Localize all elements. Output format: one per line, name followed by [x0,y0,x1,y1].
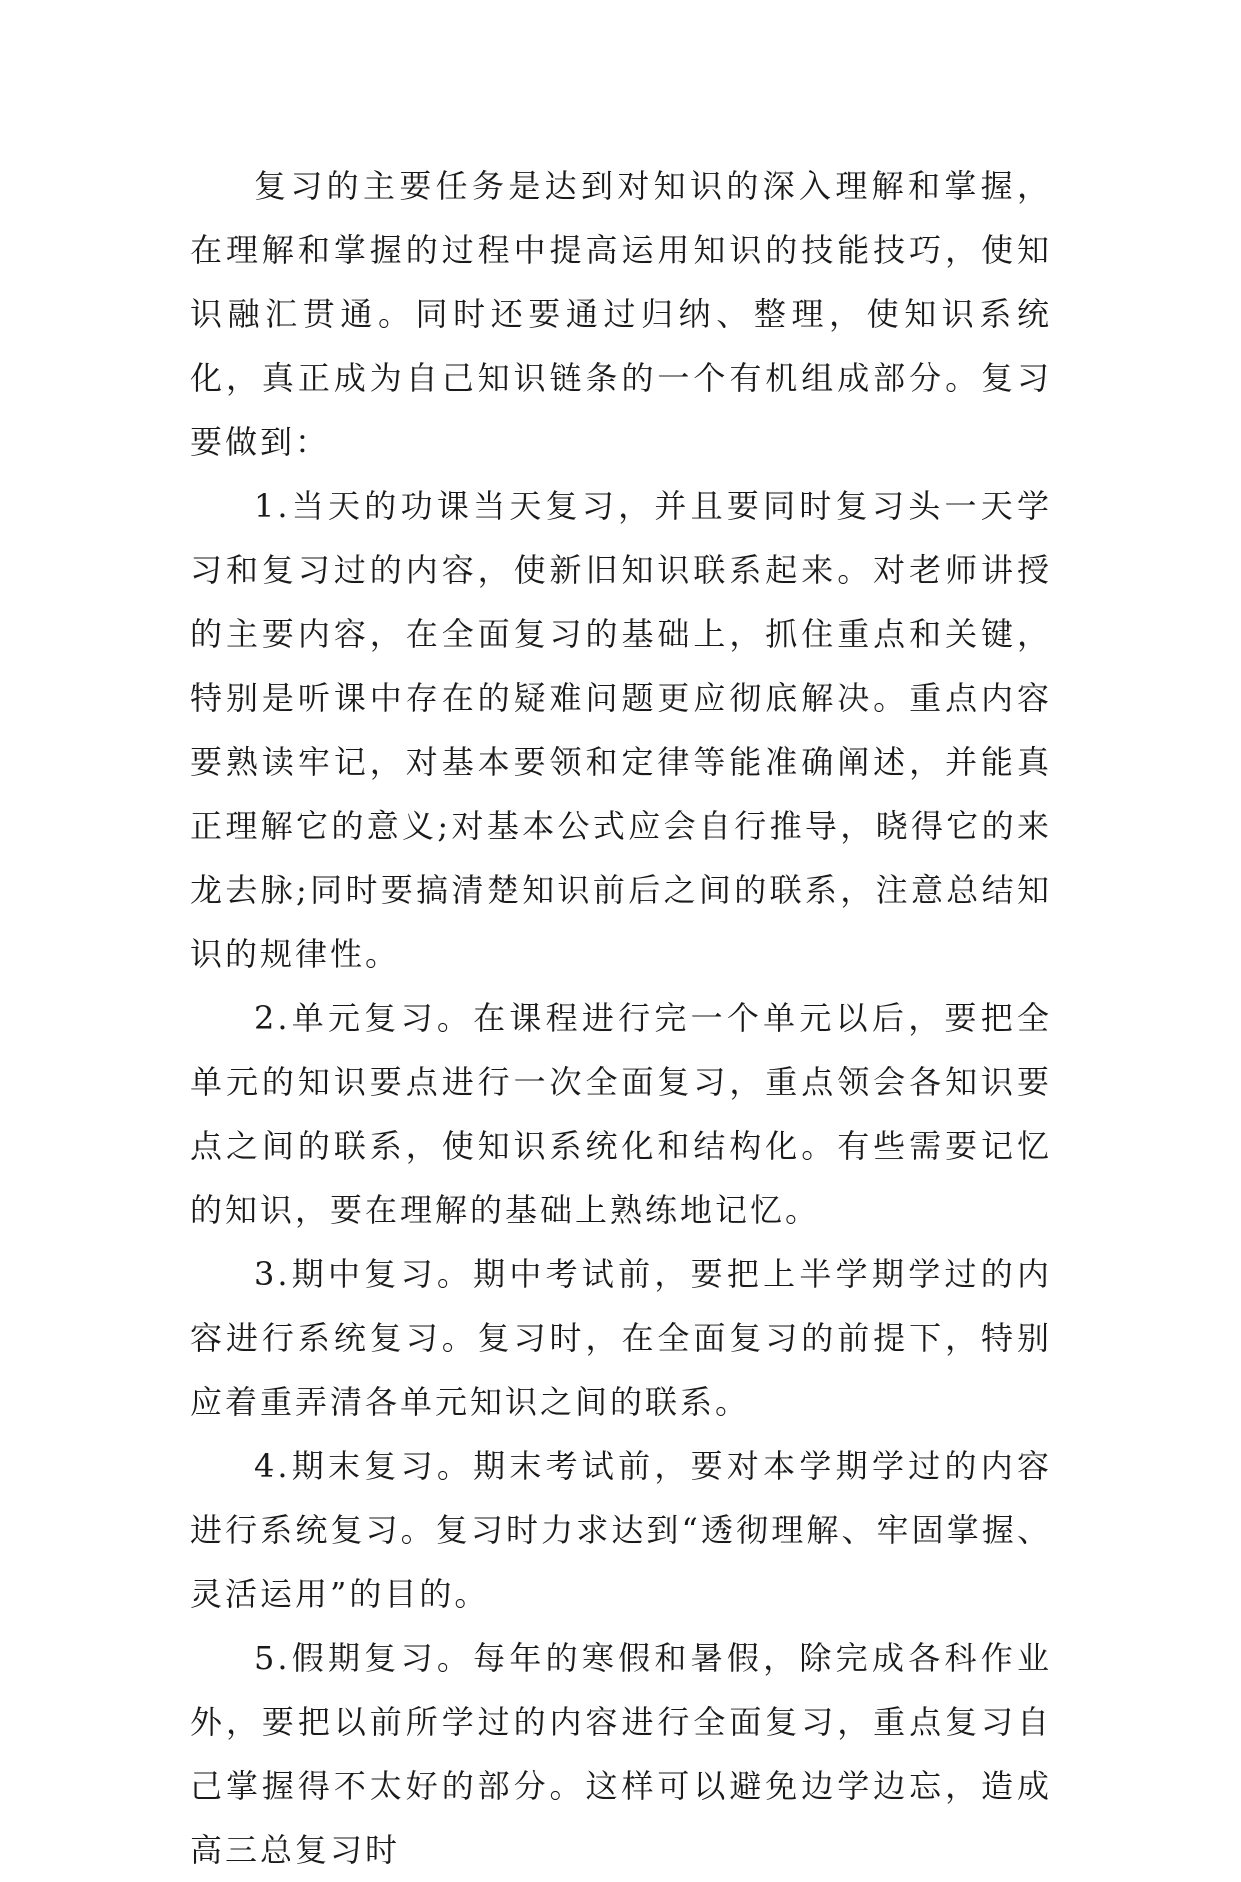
paragraph-item-2-unit-review: 2.单元复习。在课程进行完一个单元以后，要把全单元的知识要点进行一次全面复习，重点领会各知识要点之间的联系，使知识系统化和结构化。有些需要记忆的知识，要在理解的基础上熟练地记忆。 [190,999,1052,1229]
document-body [190,154,1052,1882]
paragraph-intro: 复习的主要任务是达到对知识的深入理解和掌握，在理解和掌握的过程中提高运用知识的技能技巧，使知识融汇贯通。同时还要通过归纳、整理，使知识系统化，真正成为自己知识链条的一个有机组成部分。复习要做到： [190,167,1052,461]
paragraph-item-4-final-review: 4.期末复习。期末考试前，要对本学期学过的内容进行系统复习。复习时力求达到“透彻理解、牢固掌握、灵活运用”的目的。 [190,1447,1052,1613]
paragraph-item-5-vacation-review: 5.假期复习。每年的寒假和暑假，除完成各科作业外，要把以前所学过的内容进行全面复习，重点复习自己掌握得不太好的部分。这样可以避免边学边忘，造成高三总复习时 [190,1639,1052,1869]
paragraph-item-1-daily-review: 1.当天的功课当天复习，并且要同时复习头一天学习和复习过的内容，使新旧知识联系起来。对老师讲授的主要内容，在全面复习的基础上，抓住重点和关键，特别是听课中存在的疑难问题更应彻底解决。重点内容要熟读牢记，对基本要领和定律等能准确阐述，并能真正理解它的意义;对基本公式应会自行推导，晓得它的来龙去脉;同时要搞清楚知识前后之间的联系，注意总结知识的规律性。 [190,487,1052,973]
paragraph-item-3-midterm-review: 3.期中复习。期中考试前，要把上半学期学过的内容进行系统复习。复习时，在全面复习的前提下，特别应着重弄清各单元知识之间的联系。 [190,1255,1052,1421]
